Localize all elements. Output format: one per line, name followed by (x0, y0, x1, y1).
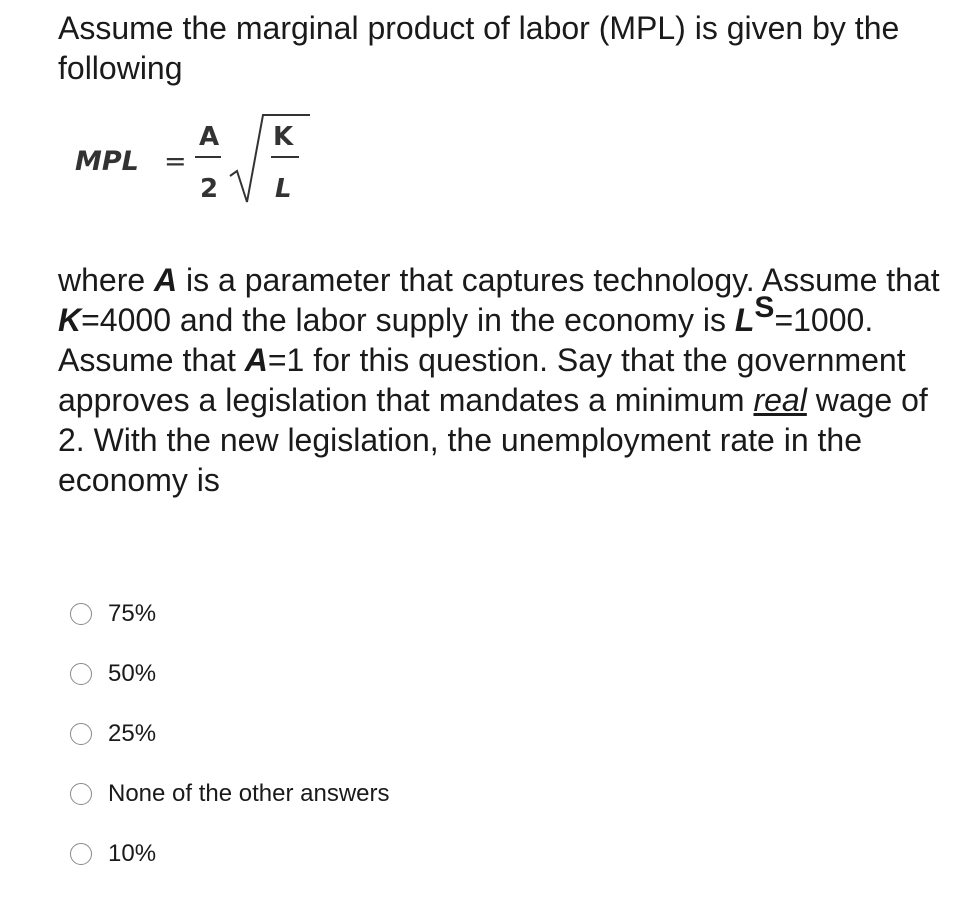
body-text-4: =1000. Assume that (58, 302, 874, 378)
formula-numerator: A (199, 122, 220, 152)
answer-option[interactable] (68, 644, 668, 704)
answer-option[interactable] (68, 704, 668, 764)
answer-option[interactable] (68, 584, 668, 644)
var-a: A (154, 262, 178, 298)
square-root-sign (230, 115, 310, 202)
question-intro: Assume the marginal product of labor (MPL) is given by the following (58, 10, 900, 86)
body-text-6: wage of 2. With the new legislation, the unemployment rate in the economy is (58, 382, 928, 498)
radio-button[interactable] (70, 723, 92, 745)
var-a-2: A (244, 342, 268, 378)
option-label: 10% (108, 840, 157, 867)
body-text-1: where (58, 262, 155, 298)
radio-button[interactable] (70, 603, 92, 625)
option-label: 25% (108, 720, 157, 747)
root-denominator: L (275, 174, 292, 204)
real-word: real (753, 382, 807, 418)
formula-lhs: MPL (75, 146, 139, 177)
var-k: K (58, 302, 82, 338)
body-text-5: =1 for this question. Say that the government approves a legislation that mandates a minimum (58, 342, 906, 418)
body-text-2: is a parameter that captures technology. Assume that (177, 262, 940, 298)
answer-option[interactable] (68, 824, 668, 884)
root-numerator: K (273, 122, 294, 152)
answer-option[interactable] (68, 764, 668, 824)
answer-options (68, 584, 668, 884)
option-label: None of the other answers (108, 780, 390, 807)
mpl-formula (75, 112, 335, 207)
question-body (58, 260, 963, 500)
radio-button[interactable] (70, 843, 92, 865)
radio-button[interactable] (70, 783, 92, 805)
option-label: 75% (108, 600, 157, 627)
formula-denominator: 2 (200, 174, 219, 204)
option-label: 50% (108, 660, 157, 687)
formula-equals: = (164, 146, 187, 177)
radio-button[interactable] (70, 663, 92, 685)
superscript-s: S (754, 291, 775, 324)
body-text-3: =4000 and the labor supply in the economy is (81, 302, 735, 338)
var-l: L (734, 302, 755, 338)
mpl-formula-graphic (75, 112, 335, 207)
